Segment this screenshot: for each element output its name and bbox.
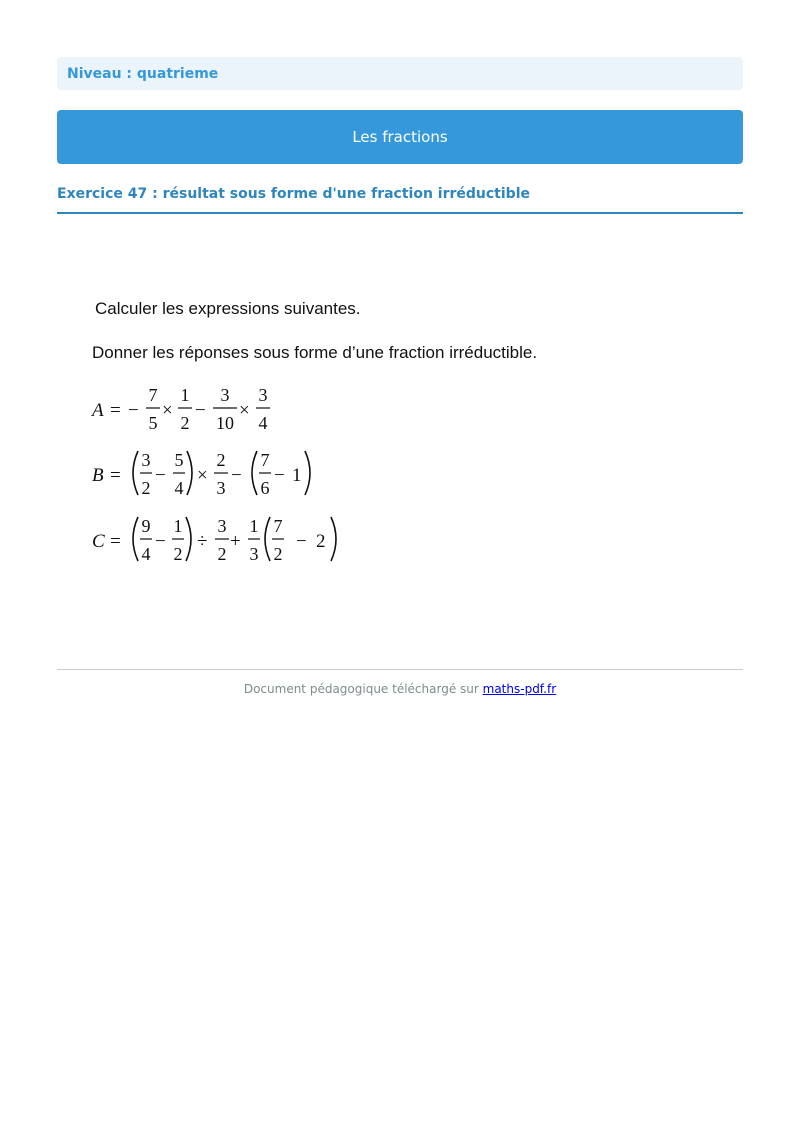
- level-label: Niveau : quatrieme: [67, 66, 219, 82]
- left-paren-icon: [252, 451, 257, 495]
- right-paren-icon: [186, 517, 191, 561]
- footer-link[interactable]: maths-pdf.fr: [482, 682, 557, 696]
- divide-sign: ÷: [197, 531, 208, 552]
- minus-sign: −: [231, 465, 242, 486]
- denominator: 2: [173, 544, 183, 564]
- denominator: 4: [141, 544, 151, 564]
- denominator: 3: [216, 478, 226, 498]
- minus-sign: −: [274, 465, 285, 486]
- right-paren-icon: [305, 451, 310, 495]
- minus-sign: −: [128, 400, 139, 421]
- footer-text: Document pédagogique téléchargé sur: [243, 682, 483, 696]
- denominator: 4: [174, 478, 184, 498]
- exercise-title: Exercice 47 : résultat sous forme d'une fraction irréductible: [57, 186, 530, 202]
- left-paren-icon: [133, 451, 138, 495]
- integer-one: 1: [292, 465, 302, 486]
- lesson-title: Les fractions: [352, 128, 448, 146]
- footer-divider: [57, 669, 743, 670]
- numerator: 1: [249, 516, 259, 536]
- minus-sign: −: [155, 465, 166, 486]
- numerator: 9: [141, 516, 151, 536]
- right-paren-icon: [331, 517, 336, 561]
- footer: [0, 682, 800, 696]
- left-paren-icon: [265, 517, 270, 561]
- instruction-calculate: Calculer les expressions suivantes.: [95, 299, 361, 318]
- times-sign: ×: [239, 400, 250, 421]
- denominator: 2: [180, 413, 190, 433]
- numerator: 7: [260, 450, 270, 470]
- numerator: 3: [258, 385, 268, 405]
- numerator: 3: [141, 450, 151, 470]
- minus-sign: −: [296, 531, 307, 552]
- equals-sign: =: [110, 531, 121, 552]
- right-paren-icon: [187, 451, 192, 495]
- equals-sign: =: [110, 400, 121, 421]
- numerator: 1: [173, 516, 183, 536]
- denominator: 2: [273, 544, 283, 564]
- times-sign: ×: [197, 465, 208, 486]
- exercise-divider: [57, 212, 743, 214]
- expression-a: [90, 381, 310, 441]
- denominator: 4: [258, 413, 268, 433]
- integer-two: 2: [316, 531, 326, 552]
- left-paren-icon: [133, 517, 138, 561]
- expression-b: [90, 446, 350, 506]
- denominator: 2: [141, 478, 151, 498]
- minus-sign: −: [195, 400, 206, 421]
- denominator: 10: [216, 413, 234, 433]
- denominator: 3: [249, 544, 259, 564]
- numerator: 7: [148, 385, 158, 405]
- denominator: 6: [260, 478, 270, 498]
- level-box: [57, 57, 743, 90]
- numerator: 1: [180, 385, 190, 405]
- minus-sign: −: [155, 531, 166, 552]
- numerator: 5: [174, 450, 184, 470]
- instruction-irreducible: Donner les réponses sous forme d’une fraction irréductible.: [92, 343, 538, 362]
- var-b: B: [92, 465, 104, 486]
- var-a: A: [92, 400, 104, 421]
- plus-sign: +: [230, 531, 241, 552]
- denominator: 2: [217, 544, 227, 564]
- var-c: C: [92, 531, 105, 552]
- equals-sign: =: [110, 465, 121, 486]
- denominator: 5: [148, 413, 158, 433]
- numerator: 3: [220, 385, 230, 405]
- lesson-banner: [57, 110, 743, 164]
- times-sign: ×: [162, 400, 173, 421]
- numerator: 3: [217, 516, 227, 536]
- expression-c: [90, 512, 370, 572]
- numerator: 2: [216, 450, 226, 470]
- numerator: 7: [273, 516, 283, 536]
